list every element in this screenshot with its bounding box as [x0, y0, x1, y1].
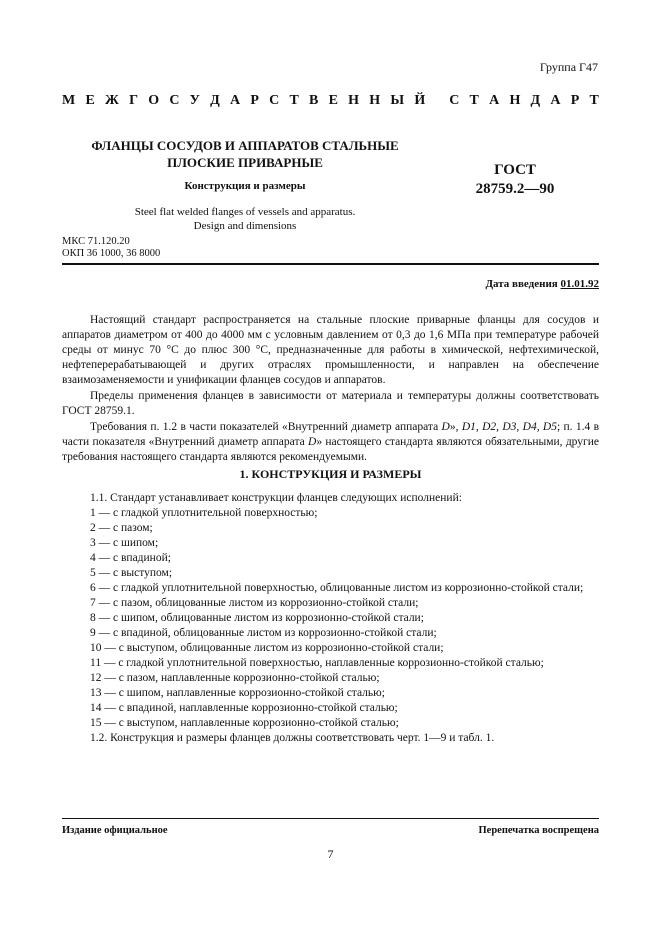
banner-letter: С: [269, 93, 280, 108]
req-diameter-list: D1, D2, D3, D4, D5: [461, 421, 557, 433]
list-item: 10 — с выступом, облицованные листом из коррозионно-стойкой стали;: [90, 642, 444, 654]
title-line-1: ФЛАНЦЫ СОСУДОВ И АППАРАТОВ СТАЛЬНЫЕ: [91, 138, 399, 153]
banner-letter: А: [230, 93, 241, 108]
section-heading: 1. КОНСТРУКЦИЯ И РАЗМЕРЫ: [239, 467, 422, 481]
banner-letter: Р: [250, 93, 259, 108]
gost-designation: [450, 161, 580, 199]
banner-letter: Е: [85, 93, 95, 108]
list-item: 7 — с пазом, облицованные листом из коррозионно-стойкой стали;: [90, 597, 419, 609]
date-label: Дата введения: [485, 278, 558, 290]
banner-letter: Н: [509, 93, 521, 108]
list-item: 12 — с пазом, наплавленные коррозионно-стойкой сталью;: [90, 672, 380, 684]
date-value: 01.01.92: [560, 278, 599, 290]
list-item: 9 — с впадиной, облицованные листом из коррозионно-стойкой стали;: [90, 627, 437, 639]
req-text-e: » настоящего стандарта являются обязательными, другие требования настоящего стандарта являются рекомендуемыми.: [62, 436, 599, 463]
official-edition-note: Издание официальное: [62, 825, 168, 836]
list-item: 6 — с гладкой уплотнительной поверхностью, облицованные листом из коррозионно-стойкой стали;: [90, 582, 584, 594]
banner-letter: Д: [530, 93, 541, 108]
mks-code: МКС 71.120.20: [62, 236, 130, 247]
banner-letter: А: [489, 93, 500, 108]
group-code: Группа Г47: [539, 60, 598, 74]
banner-letter: Г: [129, 93, 138, 108]
list-item: 2 — с пазом;: [90, 522, 153, 534]
list-item: 5 — с выступом;: [90, 567, 173, 579]
banner-letter: Н: [369, 93, 381, 108]
banner-letter: Ж: [105, 93, 119, 108]
req-text-b: »,: [449, 421, 462, 433]
design-list: [62, 491, 599, 746]
banner-letter: В: [309, 93, 319, 108]
document-subtitle: Конструкция и размеры: [184, 180, 306, 192]
banner-letter: Ы: [390, 93, 405, 108]
requirements-paragraph: [62, 420, 599, 465]
gost-label: ГОСТ: [494, 162, 536, 178]
reprint-prohibited-note: Перепечатка воспрещена: [478, 825, 599, 836]
banner-letter: Е: [328, 93, 338, 108]
classification-codes: [62, 236, 160, 260]
req-diameter-symbol-2: D: [308, 436, 317, 448]
clause-1-2: 1.2. Конструкция и размеры фланцев должны соответствовать черт. 1—9 и табл. 1.: [90, 732, 495, 744]
english-title-line-2: Design and dimensions: [193, 220, 297, 232]
list-item: 1 — с гладкой уплотнительной поверхностью;: [90, 507, 318, 519]
document-title: [60, 137, 430, 171]
footer-divider: [62, 818, 599, 819]
list-item: 15 — с выступом, наплавленные коррозионно-стойкой сталью;: [90, 717, 399, 729]
header-divider: [62, 263, 599, 265]
list-item: 14 — с впадиной, наплавленные коррозионно-стойкой сталью;: [90, 702, 398, 714]
list-item: 3 — с шипом;: [90, 537, 159, 549]
english-title: [60, 205, 430, 233]
banner-letter: Н: [348, 93, 360, 108]
req-text-c: ; п. 1.4 в части показателя «Внутренний диаметр аппарата: [62, 421, 600, 448]
banner-gap: [435, 93, 439, 109]
banner-letter: Т: [289, 93, 299, 108]
title-line-2: ПЛОСКИЕ ПРИВАРНЫЕ: [167, 155, 323, 170]
banner-letter: О: [148, 93, 160, 108]
list-item: 13 — с шипом, наплавленные коррозионно-стойкой сталью;: [90, 687, 385, 699]
banner-letter: С: [169, 93, 180, 108]
list-item: 11 — с гладкой уплотнительной поверхностью, наплавленные коррозионно-стойкой сталью;: [90, 657, 544, 669]
banner-letter: А: [550, 93, 561, 108]
page-number: 7: [327, 847, 334, 861]
banner-letter: Т: [589, 93, 599, 108]
list-item: 8 — с шипом, облицованные листом из коррозионно-стойкой стали;: [90, 612, 424, 624]
effective-date: [485, 278, 599, 290]
req-diameter-symbol: D: [441, 421, 450, 433]
okp-code: ОКП 36 1000, 36 8000: [62, 248, 161, 259]
scope-paragraph: Настоящий стандарт распространяется на стальные плоские приварные фланцы для сосудов и аппаратов диаметром от 400 до 4000 мм с условным давлением от 0,3 до 1,6 МПа при температуре рабочей среды от минус 70 °С до плюс 300 °С, предназначенные для работы в химической, нефтехимической, нефтеперерабатывающей и других отраслях промышленности, и направлен на обеспечение взаимозаменяемости и унификации фланцев сосудов и аппаратов.: [62, 314, 599, 386]
standard-banner: [62, 93, 599, 109]
banner-letter: М: [62, 93, 76, 108]
banner-letter: Р: [570, 93, 580, 108]
limits-paragraph: Пределы применения фланцев в зависимости от материала и температуры должны соответствовать ГОСТ 28759.1.: [62, 390, 599, 417]
banner-letter: У: [189, 93, 200, 108]
banner-letter: Й: [414, 93, 426, 108]
req-text-a: Требования п. 1.2 в части показателей «Внутренний диаметр аппарата: [90, 421, 442, 433]
banner-letter: С: [449, 93, 460, 108]
gost-number: 28759.2—90: [475, 181, 555, 197]
banner-letter: Т: [469, 93, 479, 108]
banner-letter: Д: [210, 93, 220, 108]
list-intro: 1.1. Стандарт устанавливает конструкции фланцев следующих исполнений:: [90, 492, 462, 504]
list-item: 4 — с впадиной;: [90, 552, 171, 564]
english-title-line-1: Steel flat welded flanges of vessels and apparatus.: [134, 206, 356, 218]
